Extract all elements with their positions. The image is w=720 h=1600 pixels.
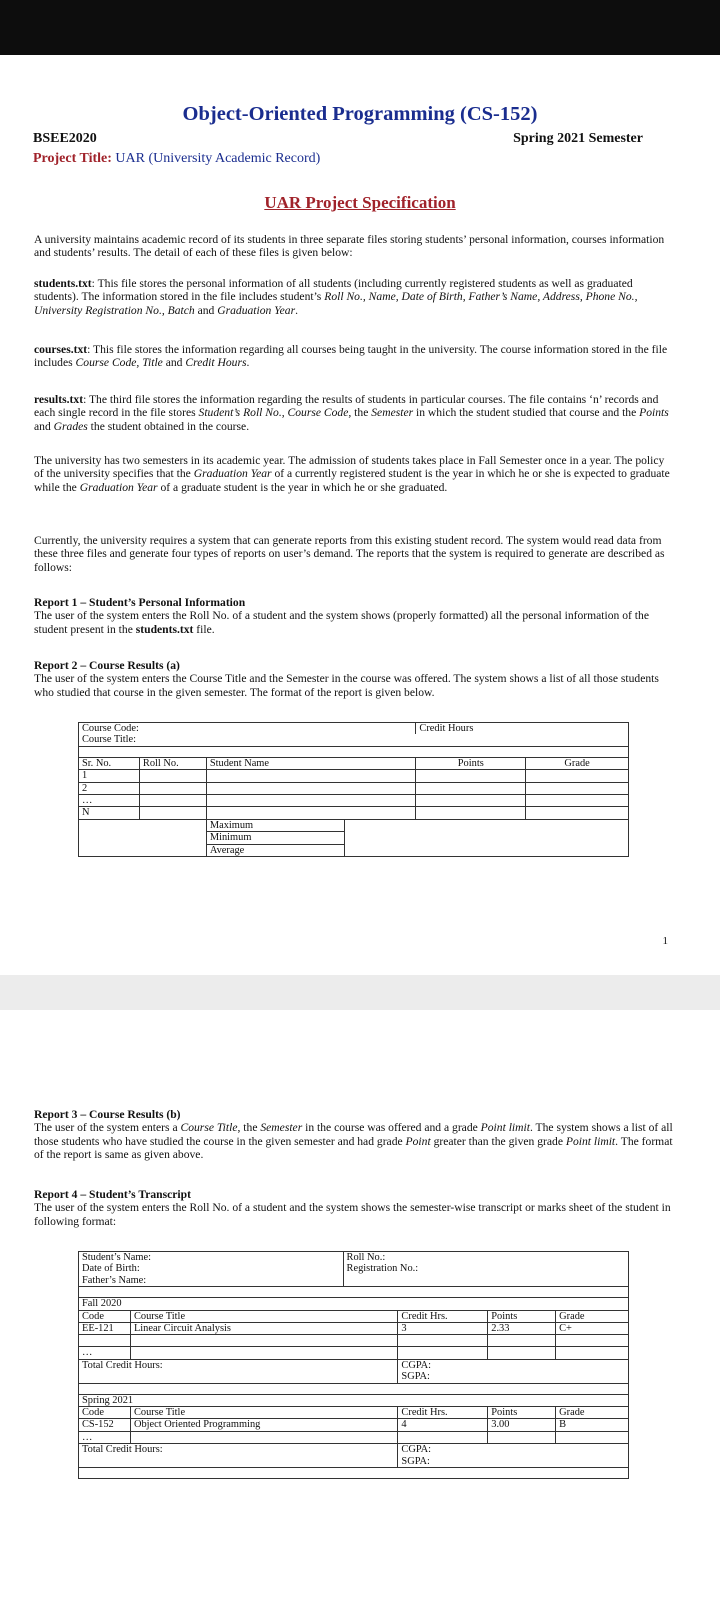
spec-heading: UAR Project Specification — [264, 193, 456, 212]
table-row: N — [79, 807, 629, 819]
policy-paragraph: The university has two semesters in its academic year. The admission of students takes place in Fall Semester once in a year. The policy of the university specifies that the Graduation Year of a currently registered student is the year in which he or she is expected to graduate while the Graduation Year of a graduate student is the year in which he or she graduated. — [34, 454, 670, 494]
sgpa-spring: SGPA: — [398, 1456, 629, 1468]
semester-name-spring: Spring 2021 — [79, 1394, 629, 1406]
stat-average: Average — [206, 844, 344, 856]
semester-name-fall: Fall 2020 — [79, 1298, 629, 1310]
roll-no-cell: Roll No.: — [343, 1252, 628, 1264]
courses-file-paragraph: courses.txt: This file stores the information regarding all courses being taught in the university. The course information stored in the file includes Course Code, Title and Credit Hours. — [34, 343, 668, 370]
stat-maximum: Maximum — [206, 819, 344, 831]
table-row: EE-121 Linear Circuit Analysis 3 2.33 C+ — [79, 1323, 629, 1335]
report1-section: Report 1 – Student’s Personal Information The user of the system enters the Roll No. of a student and the system shows (properly formatted) all the personal information of the student present in the students.txt file. — [34, 596, 649, 636]
transcript-table — [78, 1251, 629, 1479]
intro-paragraph: A university maintains academic record of its students in three separate files storing students’ personal information, courses information and students’ results. The detail of each of these files is given below: — [34, 233, 665, 260]
course-code-cell: Course Code: — [79, 723, 416, 735]
students-file-paragraph: students.txt: This file stores the personal information of all students (including currently registered students as well as graduated students). The information stored in the file includes student’s Roll No., Name, Date of Birth, Father’s Name, Address, Phone No., University Registration No., Batch and Graduation Year. — [34, 277, 638, 317]
cgpa-spring: CGPA: — [398, 1444, 629, 1456]
semester-label: Spring 2021 Semester — [513, 131, 643, 146]
table-row: 1 — [79, 770, 629, 782]
cgpa-fall: CGPA: — [398, 1359, 629, 1371]
results-file-paragraph: results.txt: The third file stores the information regarding the results of students in particular courses. The file contains ‘n’ records and each single record in the file stores Student’s Roll No., Course Code, the Semester in which the student studied that course and the Points and Grades the student obtained in the course. — [34, 393, 669, 433]
table-header-row: Code Course Title Credit Hrs. Points Grade — [79, 1407, 629, 1419]
total-credit-spring: Total Credit Hours: — [79, 1444, 398, 1456]
course-title: Object-Oriented Programming (CS-152) — [182, 103, 538, 125]
status-bar — [0, 0, 720, 55]
student-name-cell: Student’s Name: — [79, 1252, 344, 1264]
batch-label: BSEE2020 — [33, 131, 97, 146]
dob-cell: Date of Birth: — [79, 1263, 344, 1274]
report3-section: Report 3 – Course Results (b) The user of the system enters a Course Title, the Semester in the course was offered and a grade Point limit. The system shows a list of all those students who have studied the course in the given semester and had grade Point greater than the given grade Point limit. The format of the report is same as given above. — [34, 1108, 673, 1162]
table-row — [79, 1335, 629, 1347]
stat-minimum: Minimum — [206, 832, 344, 844]
report4-heading: Report 4 – Student’s Transcript — [34, 1188, 191, 1201]
table-header-row: Code Course Title Credit Hrs. Points Grade — [79, 1310, 629, 1322]
report3-heading: Report 3 – Course Results (b) — [34, 1108, 181, 1121]
table-row: … — [79, 1347, 629, 1359]
currently-paragraph: Currently, the university requires a system that can generate reports from this existing student record. The system would read data from these three files and generate four types of reports on user’s demand. The reports that the system is required to generate are described as follows: — [34, 534, 665, 574]
students-file-name: students.txt — [34, 277, 92, 290]
document-page-2 — [0, 1010, 720, 1600]
report1-heading: Report 1 – Student’s Personal Information — [34, 596, 246, 609]
registration-cell: Registration No.: — [343, 1263, 628, 1274]
report2-section: Report 2 – Course Results (a) The user of the system enters the Course Title and the Semester in the course was offered. The system shows a list of all those students who studied that course in the given semester. The format of the report is given below. — [34, 659, 659, 699]
page-number: 1 — [662, 935, 668, 947]
courses-file-name: courses.txt — [34, 343, 88, 356]
sgpa-fall: SGPA: — [398, 1371, 629, 1383]
table-row: … — [79, 795, 629, 807]
table-row: … — [79, 1431, 629, 1443]
report2-heading: Report 2 – Course Results (a) — [34, 659, 180, 672]
course-title-cell: Course Title: — [79, 734, 629, 746]
document-page-1 — [0, 55, 720, 975]
course-results-table — [78, 722, 629, 857]
total-credit-fall: Total Credit Hours: — [79, 1359, 398, 1371]
table-header-row: Sr. No. Roll No. Student Name Points Grade — [79, 757, 629, 769]
father-name-cell: Father’s Name: — [79, 1275, 344, 1287]
project-title — [33, 151, 320, 167]
credit-hours-cell: Credit Hours — [416, 723, 629, 735]
table-row: CS-152 Object Oriented Programming 4 3.00 B — [79, 1419, 629, 1431]
report4-section: Report 4 – Student’s Transcript The user of the system enters the Roll No. of a student and the system shows the semester-wise transcript or marks sheet of the student in following format: — [34, 1188, 671, 1228]
page-separator — [0, 975, 720, 1010]
results-file-name: results.txt — [34, 393, 84, 406]
project-title-label: Project Title: — [33, 151, 112, 166]
project-title-value: UAR (University Academic Record) — [115, 151, 321, 166]
table-row: 2 — [79, 782, 629, 794]
